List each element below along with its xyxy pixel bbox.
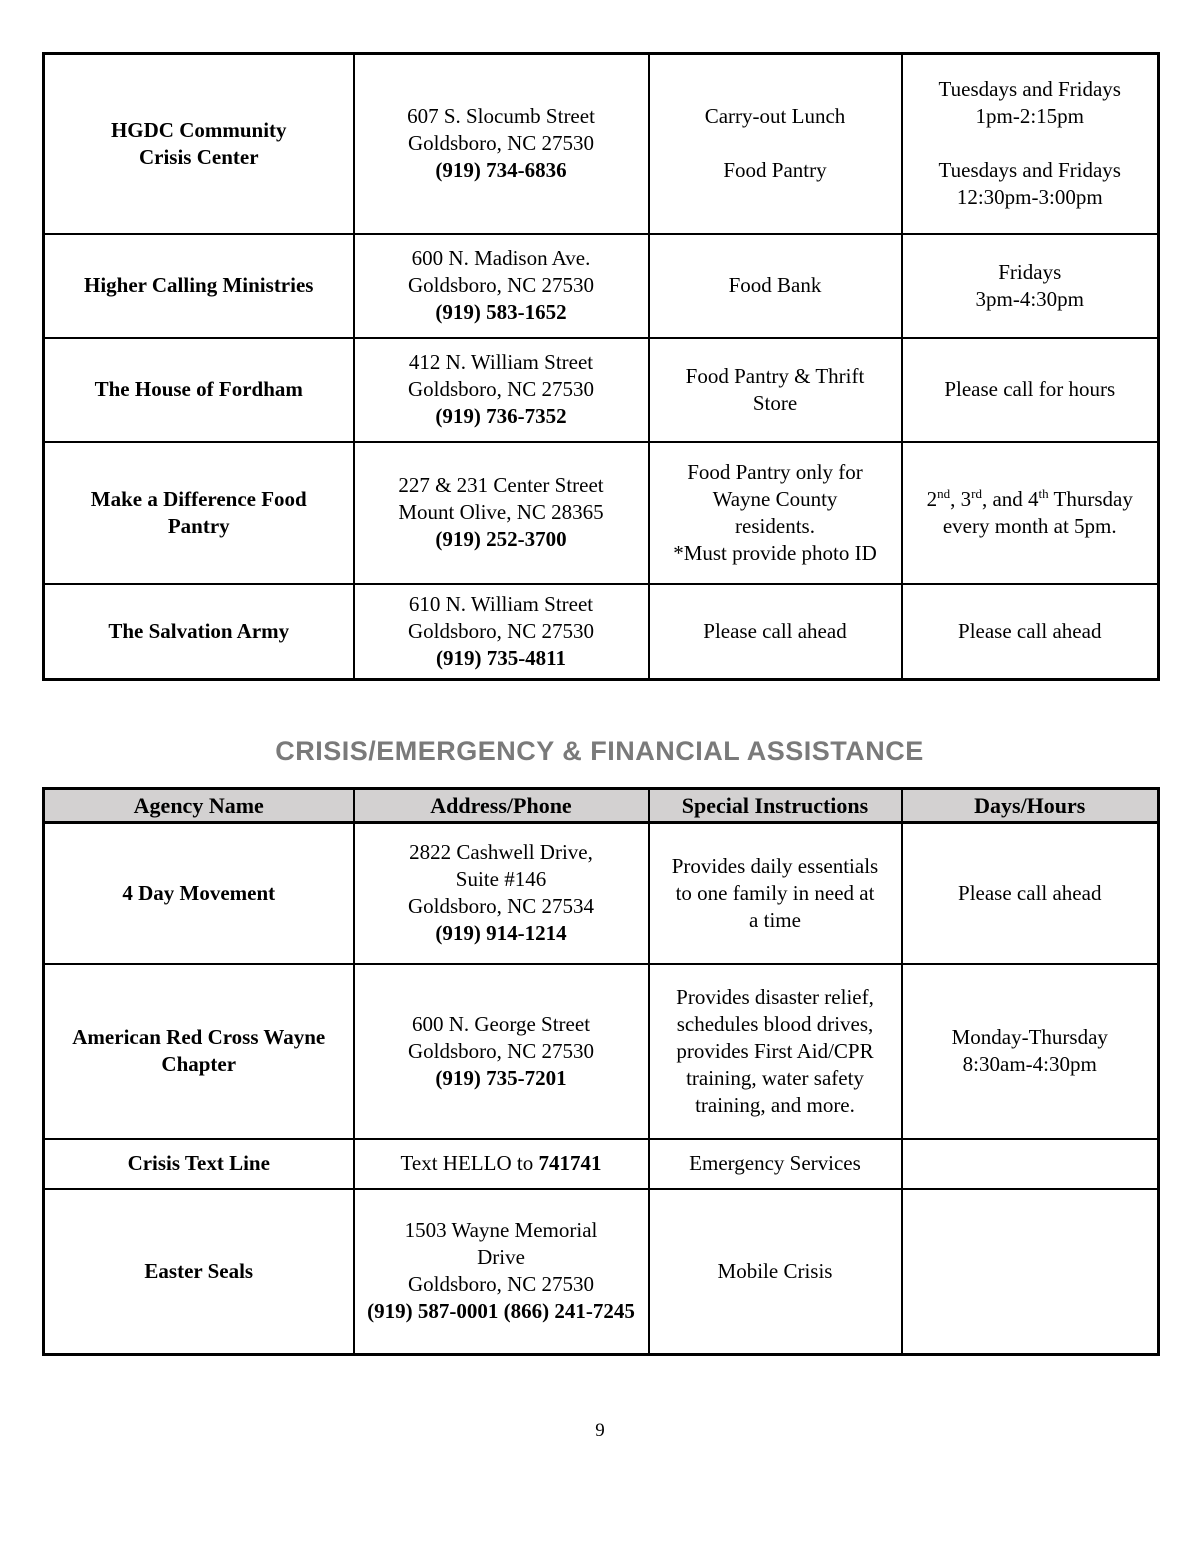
- table-row: [44, 823, 1159, 964]
- table-row: [44, 442, 1159, 584]
- service-line: Food Pantry only for: [687, 459, 863, 484]
- table-row: [44, 964, 1159, 1139]
- special-instructions-cell: [649, 234, 902, 338]
- ordinal-suffix: rd: [971, 485, 982, 501]
- days-hours-cell: [902, 1189, 1159, 1355]
- special-instructions-cell: [649, 442, 902, 584]
- agency-name: 4 Day Movement: [122, 880, 276, 905]
- days-hours-cell: [902, 54, 1159, 234]
- table-row: [44, 584, 1159, 680]
- service-line: Store: [752, 390, 798, 415]
- special-instructions-cell: [649, 54, 902, 234]
- address-line: 412 N. William Street: [408, 350, 594, 374]
- hours-text: Thursday: [1048, 486, 1133, 511]
- days-hours-cell: [902, 338, 1159, 442]
- address-line: 610 N. William Street: [408, 591, 594, 616]
- service-line: Wayne County: [712, 486, 838, 511]
- hours-line: Fridays: [998, 259, 1062, 284]
- table-row: [44, 54, 1159, 234]
- hours-line: Please call ahead: [958, 618, 1102, 643]
- food-assistance-table-grid: [42, 52, 1160, 681]
- special-instructions-cell: [649, 1189, 902, 1355]
- address-line: Goldsboro, NC 27530: [407, 273, 595, 297]
- instruction-line: training, and more.: [695, 1092, 855, 1117]
- service-line: Food Pantry & Thrift: [685, 363, 865, 388]
- food-assistance-table: [42, 52, 1160, 681]
- crisis-assistance-table: [42, 787, 1160, 1356]
- ordinal-suffix: nd: [937, 485, 951, 501]
- address-line: Goldsboro, NC 27530: [407, 1038, 595, 1063]
- service-line: *Must provide photo ID: [673, 540, 877, 565]
- crisis-assistance-table-grid: [42, 787, 1160, 1356]
- agency-name: Pantry: [167, 513, 230, 538]
- agency-name: The House of Fordham: [94, 377, 303, 401]
- hours-line: Tuesdays and Fridays: [938, 158, 1121, 183]
- address-phone-cell: [354, 964, 649, 1139]
- column-header-agency-name: Agency Name: [44, 789, 354, 823]
- instruction-line: schedules blood drives,: [676, 1011, 874, 1036]
- table-row: [44, 1189, 1159, 1355]
- days-hours-cell: [902, 964, 1159, 1139]
- days-hours-cell: [902, 234, 1159, 338]
- table-header-row: [44, 789, 1159, 823]
- instruction-line: Provides disaster relief,: [676, 984, 874, 1009]
- address-line: 1503 Wayne Memorial: [404, 1218, 598, 1243]
- hours-line: 12:30pm-3:00pm: [956, 185, 1103, 210]
- days-hours-cell: [902, 823, 1159, 964]
- special-instructions-cell: [649, 823, 902, 964]
- hours-line: Monday-Thursday: [951, 1025, 1108, 1049]
- address-line: 607 S. Slocumb Street: [407, 104, 595, 129]
- special-instructions-cell: [649, 584, 902, 680]
- address-phone-cell: [354, 54, 649, 234]
- agency-name: Easter Seals: [144, 1258, 254, 1283]
- instruction-line: Provides daily essentials: [671, 853, 879, 878]
- address-phone-cell: [354, 584, 649, 680]
- hours-line: Please call for hours: [944, 377, 1116, 401]
- ordinal-suffix: th: [1038, 485, 1049, 501]
- address-phone-cell: [354, 1139, 649, 1189]
- hours-line: Tuesdays and Fridays: [938, 77, 1121, 102]
- agency-cell: [44, 54, 354, 234]
- hours-line: 3pm-4:30pm: [975, 286, 1084, 311]
- agency-name: American Red Cross Wayne: [72, 1025, 326, 1049]
- instruction-line: to one family in need at: [675, 880, 875, 905]
- hours-line: 8:30am-4:30pm: [962, 1052, 1097, 1076]
- agency-name: Make a Difference Food: [90, 486, 307, 511]
- table-row: [44, 338, 1159, 442]
- service-line: Food Bank: [728, 273, 822, 297]
- service-line: Carry-out Lunch: [704, 104, 846, 129]
- address-line: Mount Olive, NC 28365: [398, 500, 604, 524]
- special-instructions-cell: [649, 338, 902, 442]
- address-phone-cell: [354, 338, 649, 442]
- days-hours-cell: [902, 584, 1159, 680]
- address-line: Goldsboro, NC 27530: [407, 377, 595, 401]
- agency-cell: [44, 823, 354, 964]
- phone-number: (919) 734-6836: [435, 158, 567, 183]
- agency-name: HGDC Community: [110, 117, 287, 142]
- service-line: residents.: [735, 513, 815, 538]
- hours-line: [913, 486, 1148, 513]
- text-line: [365, 1150, 638, 1177]
- address-line: 600 N. Madison Ave.: [411, 246, 591, 270]
- column-header-address-phone: Address/Phone: [354, 789, 649, 823]
- address-line: Suite #146: [455, 867, 547, 892]
- address-line: 2822 Cashwell Drive,: [409, 840, 593, 865]
- agency-cell: [44, 338, 354, 442]
- text-number: 741741: [538, 1151, 602, 1175]
- agency-name: The Salvation Army: [108, 618, 290, 643]
- hours-text: , 3: [950, 486, 972, 511]
- special-instructions-cell: [649, 964, 902, 1139]
- agency-cell: [44, 1189, 354, 1355]
- phone-number: (919) 914-1214: [435, 921, 567, 946]
- section-heading: CRISIS/EMERGENCY & FINANCIAL ASSISTANCE: [275, 736, 924, 766]
- instruction-line: Mobile Crisis: [717, 1258, 833, 1283]
- address-line: Goldsboro, NC 27534: [407, 894, 595, 919]
- phone-number: (919) 735-4811: [435, 645, 567, 670]
- address-phone-cell: [354, 234, 649, 338]
- agency-cell: [44, 584, 354, 680]
- phone-number: (866) 241-7245: [503, 1299, 635, 1324]
- phone-number: (919) 736-7352: [435, 404, 567, 428]
- hours-text: 2: [926, 486, 938, 511]
- column-header-special-instructions: Special Instructions: [649, 789, 902, 823]
- agency-cell: [44, 1139, 354, 1189]
- address-line: Drive: [477, 1245, 525, 1270]
- address-line: Goldsboro, NC 27530: [407, 1272, 595, 1297]
- table-row: [44, 1139, 1159, 1189]
- column-header-days-hours: Days/Hours: [902, 789, 1159, 823]
- agency-name: Crisis Center: [138, 144, 259, 169]
- instruction-line: Emergency Services: [689, 1151, 861, 1175]
- page-number: 9: [595, 1420, 605, 1441]
- hours-line: Please call ahead: [958, 880, 1102, 905]
- instruction-line: training, water safety: [686, 1065, 864, 1090]
- table-row: [44, 234, 1159, 338]
- address-line: 600 N. George Street: [411, 1011, 591, 1036]
- address-line: Goldsboro, NC 27530: [407, 618, 595, 643]
- address-phone-cell: [354, 823, 649, 964]
- address-phone-cell: [354, 1189, 649, 1355]
- agency-cell: [44, 442, 354, 584]
- hours-line: 1pm-2:15pm: [975, 104, 1084, 129]
- text-instruction: Text HELLO to: [400, 1151, 539, 1175]
- agency-name: Higher Calling Ministries: [84, 273, 314, 297]
- phone-number: (919) 735-7201: [435, 1065, 567, 1090]
- instruction-line: provides First Aid/CPR: [676, 1038, 874, 1063]
- days-hours-cell: [902, 442, 1159, 584]
- agency-name: Crisis Text Line: [127, 1151, 270, 1175]
- phone-number: (919) 583-1652: [435, 300, 567, 324]
- address-phone-cell: [354, 442, 649, 584]
- agency-cell: [44, 234, 354, 338]
- hours-line: every month at 5pm.: [942, 513, 1117, 538]
- hours-text: , and 4: [981, 486, 1039, 511]
- special-instructions-cell: [649, 1139, 902, 1189]
- service-line: Food Pantry: [723, 158, 827, 183]
- address-line: Goldsboro, NC 27530: [407, 131, 595, 156]
- phone-number: (919) 252-3700: [435, 527, 567, 551]
- instruction-line: a time: [749, 907, 801, 932]
- agency-cell: [44, 964, 354, 1139]
- address-line: 227 & 231 Center Street: [398, 473, 604, 497]
- phone-number: (919) 587-0001: [367, 1299, 499, 1324]
- agency-name: Chapter: [161, 1052, 237, 1076]
- days-hours-cell: [902, 1139, 1159, 1189]
- service-line: Please call ahead: [703, 618, 847, 643]
